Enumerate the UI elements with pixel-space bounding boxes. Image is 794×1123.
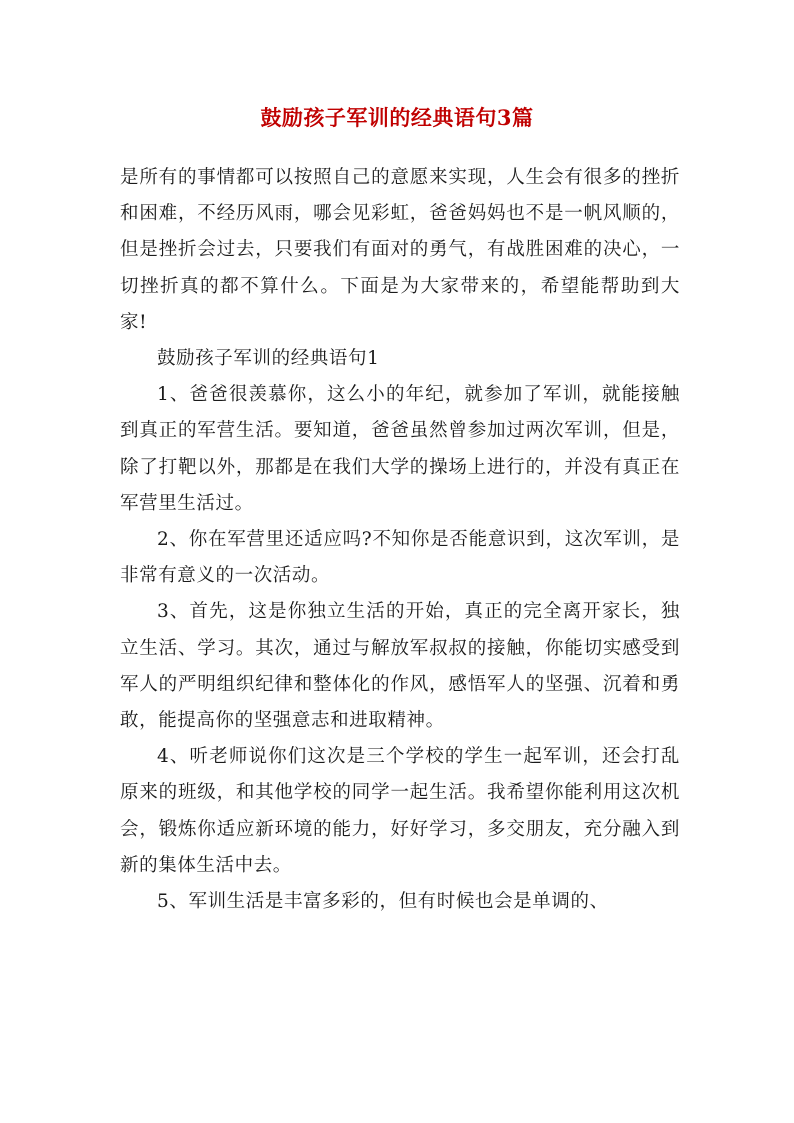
- body-paragraph: 5、军训生活是丰富多彩的，但有时候也会是单调的、: [157, 891, 609, 913]
- body-paragraph: 4、听老师说你们这次是三个学校的学生一起军训，还会打乱原来的班级，和其他学校的同学一起生活。我希望你能利用这次机会，锻炼你适应新环境的能力，好好学习，多交朋友，充分融入到新的集体生活中去。: [120, 746, 680, 876]
- intro-paragraph: 是所有的事情都可以按照自己的意愿来实现，人生会有很多的挫折和困难，不经历风雨，哪会见彩虹，爸爸妈妈也不是一帆风顺的，但是挫折会过去，只要我们有面对的勇气，有战胜困难的决心，一切挫折真的都不算什么。下面是为大家带来的，希望能帮助到大家!: [120, 167, 680, 333]
- document-title: 鼓励孩子军训的经典语句3篇: [260, 105, 534, 130]
- body-paragraph: 2、你在军营里还适应吗?不知你是否能意识到，这次军训，是非常有意义的一次活动。: [120, 529, 680, 587]
- body-paragraph: 1、爸爸很羡慕你，这么小的年纪，就参加了军训，就能接触到真正的军营生活。要知道，爸爸虽然曾参加过两次军训，但是，除了打靶以外，那都是在我们大学的操场上进行的，并没有真正在军营里生活过。: [120, 384, 680, 514]
- document-body: [120, 160, 680, 920]
- section-heading: 鼓励孩子军训的经典语句1: [157, 348, 380, 370]
- body-paragraph: 3、首先，这是你独立生活的开始，真正的完全离开家长，独立生活、学习。其次，通过与解放军叔叔的接触，你能切实感受到军人的严明组织纪律和整体化的作风，感悟军人的坚强、沉着和勇敢，能提高你的坚强意志和进取精神。: [120, 601, 680, 732]
